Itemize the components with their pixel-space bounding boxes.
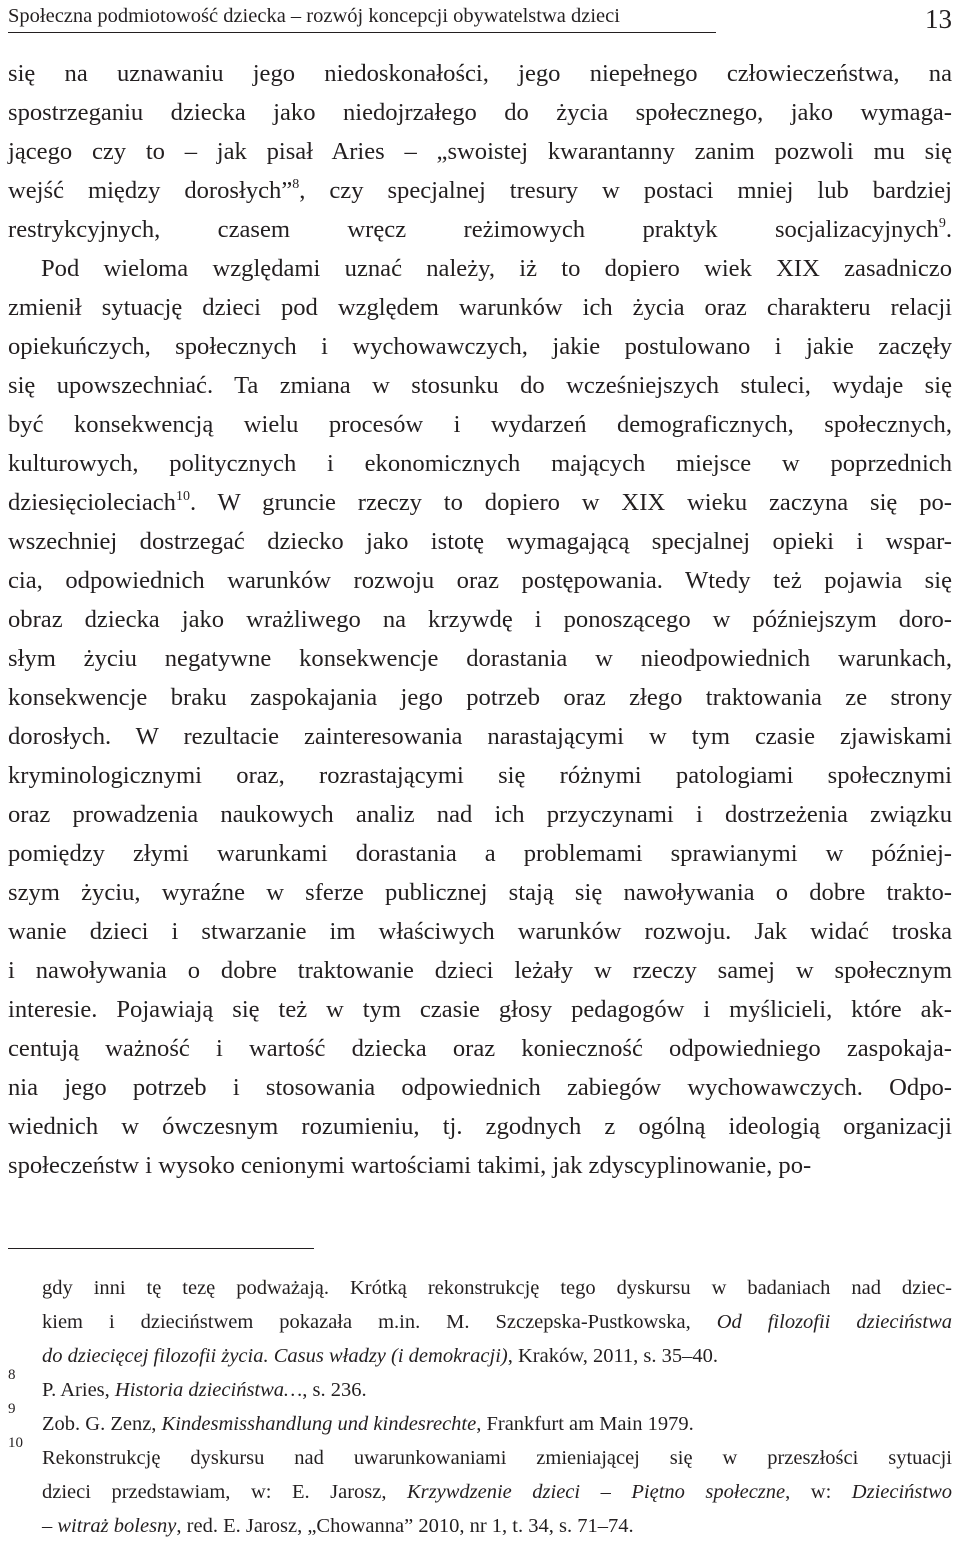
text-line: spostrzeganiu dziecka jako niedojrzałego do życia społecznego, jako wymaga- (8, 99, 952, 126)
footnote-text: , s. 236. (302, 1379, 367, 1401)
text-line: się na uznawaniu jego niedoskonałości, jego niepełnego człowieczeństwa, na (8, 60, 952, 87)
footnote-number: 10 (8, 1435, 23, 1451)
text-line: nia jego potrzeb i stosowania odpowiednich zabiegów wychowawczych. Odpo- (8, 1074, 952, 1101)
text-line: wanie dzieci i stwarzanie im właściwych warunków rozwoju. Jak widać troska (8, 918, 952, 945)
text-line: być konsekwencją wielu procesów i wydarzeń demograficznych, społecznych, (8, 411, 952, 438)
footnote-text: gdy inni tę tezę podważają. Krótką rekonstrukcję tego dyskursu w badaniach nad dziec- (42, 1277, 952, 1299)
footnote-text: Rekonstrukcję dyskursu nad uwarunkowaniami zmieniającej się w przeszłości sytuacji (42, 1447, 952, 1469)
text-line: obraz dziecka jako wrażliwego na krzywdę i ponoszącego w późniejszym doro- (8, 606, 952, 633)
footnote-ref: 10 (175, 489, 190, 504)
footnote-line (8, 1271, 952, 1305)
footnote-italic-text: Historia dzieciństwa… (114, 1379, 303, 1401)
text-line: społeczeństw i wysoko cenionymi wartościami takimi, jak zdyscyplinowanie, po- (8, 1152, 812, 1179)
footnote-text: , Kraków, 2011, s. 35–40. (507, 1345, 719, 1367)
footnote-ref: 9 (938, 216, 946, 231)
text-line: opiekuńczych, społecznych i wychowawczych, jakie postulowano i jakie zaczęły (8, 333, 952, 360)
footnote-italic-text: do dziecięcej filozofii życia. Casus władzy (i demokracji) (42, 1345, 508, 1367)
footnotes (8, 1271, 952, 1543)
text-line: zmienił sytuację dzieci pod względem warunków ich życia oraz charakteru relacji (8, 294, 952, 321)
text-span: restrykcyjnych, czasem wręcz reżimowych praktyk socjalizacyjnych (8, 216, 939, 243)
footnote-italic-text: – witraż bolesny (42, 1515, 177, 1537)
text-line: cia, odpowiednich warunków rozwoju oraz postępowania. Wtedy też pojawia się (8, 567, 952, 594)
text-line (8, 210, 952, 249)
text-span: , czy specjalnej tresury w postaci mniej lub bardziej (299, 177, 953, 204)
text-line: dorosłych. W rezultacie zainteresowania narastającymi w tym czasie zjawiskami (8, 723, 952, 750)
body-text (8, 54, 952, 1185)
text-line: wiednich w ówczesnym rozumieniu, tj. zgodnych z ogólną ideologią organizacji (8, 1113, 952, 1140)
footnote-line (8, 1509, 952, 1543)
footnote-number: 9 (8, 1401, 16, 1417)
page-number: 13 (925, 4, 952, 34)
footnote-separator (8, 1248, 314, 1249)
text-line: pomiędzy złymi warunkami dorastania a problemami sprawianymi w później- (8, 840, 952, 867)
text-line: Pod wieloma względami uznać należy, iż to dopiero wiek XIX zasadniczo (41, 255, 952, 282)
running-head: Społeczna podmiotowość dziecka – rozwój koncepcji obywatelstwa dzieci (8, 5, 620, 27)
text-span: . W gruncie rzeczy to dopiero w XIX wieku zaczyna się po- (189, 489, 952, 516)
text-line (8, 171, 952, 210)
text-span: . (945, 216, 952, 243)
footnote-ref: 8 (292, 177, 300, 192)
text-line: jącego czy to – jak pisał Aries – „swoistej kwarantanny zanim pozwoli mu się (8, 138, 952, 165)
header-rule (8, 32, 716, 33)
footnote-text: , w: (785, 1481, 852, 1503)
text-line: i nawoływania o dobre traktowanie dzieci leżały w rzeczy samej w społecznym (8, 957, 952, 984)
footnote-text: , Frankfurt am Main 1979. (476, 1413, 694, 1435)
footnote-line (8, 1475, 952, 1509)
text-span: wejść między dorosłych” (8, 177, 293, 204)
text-line: słym życiu negatywne konsekwencje dorastania w nieodpowiednich warunkach, (8, 645, 952, 672)
text-span: dziesięcioleciach (8, 489, 176, 516)
text-line: wszechniej dostrzegać dziecko jako istotę wymagającą specjalnej opieki i wspar- (8, 528, 952, 555)
footnote-text: kiem i dzieciństwem pokazała m.in. M. Szczepska-Pustkowska, (42, 1311, 717, 1333)
footnote-italic-text: Dzieciństwo (851, 1481, 953, 1503)
text-line: kulturowych, politycznych i ekonomicznych mających miejsce w poprzednich (8, 450, 952, 477)
text-line (8, 483, 952, 522)
text-line: oraz prowadzenia naukowych analiz nad ich przyczynami i dostrzeżenia związku (8, 801, 952, 828)
footnote-number: 8 (8, 1367, 16, 1383)
text-line: interesie. Pojawiają się też w tym czasie głosy pedagogów i myślicieli, które ak- (8, 996, 952, 1023)
footnote-text: Zob. G. Zenz, (42, 1413, 162, 1435)
text-line: centują ważność i wartość dziecka oraz konieczność odpowiedniego zaspokaja- (8, 1035, 952, 1062)
footnote-line (8, 1305, 952, 1339)
footnote-text: dzieci przedstawiam, w: E. Jarosz, (42, 1481, 407, 1503)
footnote-line (8, 1339, 952, 1373)
text-line: konsekwencje braku zaspokajania jego potrzeb oraz złego traktowania ze strony (8, 684, 952, 711)
footnote-italic-text: Kindesmisshandlung und kindesrechte (161, 1413, 477, 1435)
footnote-line (8, 1435, 952, 1475)
page-header (8, 2, 952, 34)
footnote-line (8, 1367, 952, 1407)
footnote-line (8, 1401, 952, 1441)
text-line: kryminologicznymi oraz, rozrastającymi się różnymi patologiami społecznymi (8, 762, 952, 789)
footnote-italic-text: Od filozofii dzieciństwa (716, 1311, 953, 1333)
footnote-italic-text: Krzywdzenie dzieci – Piętno społeczne (407, 1481, 786, 1503)
footnote-text: P. Aries, (42, 1379, 115, 1401)
footnote-text: , red. E. Jarosz, „Chowanna” 2010, nr 1, t. 34, s. 71–74. (176, 1515, 634, 1537)
text-line: szym życiu, wyraźne w sferze publicznej stają się nawoływania o dobre trakto- (8, 879, 952, 906)
text-line: się upowszechniać. Ta zmiana w stosunku do wcześniejszych stuleci, wydaje się (8, 372, 952, 399)
